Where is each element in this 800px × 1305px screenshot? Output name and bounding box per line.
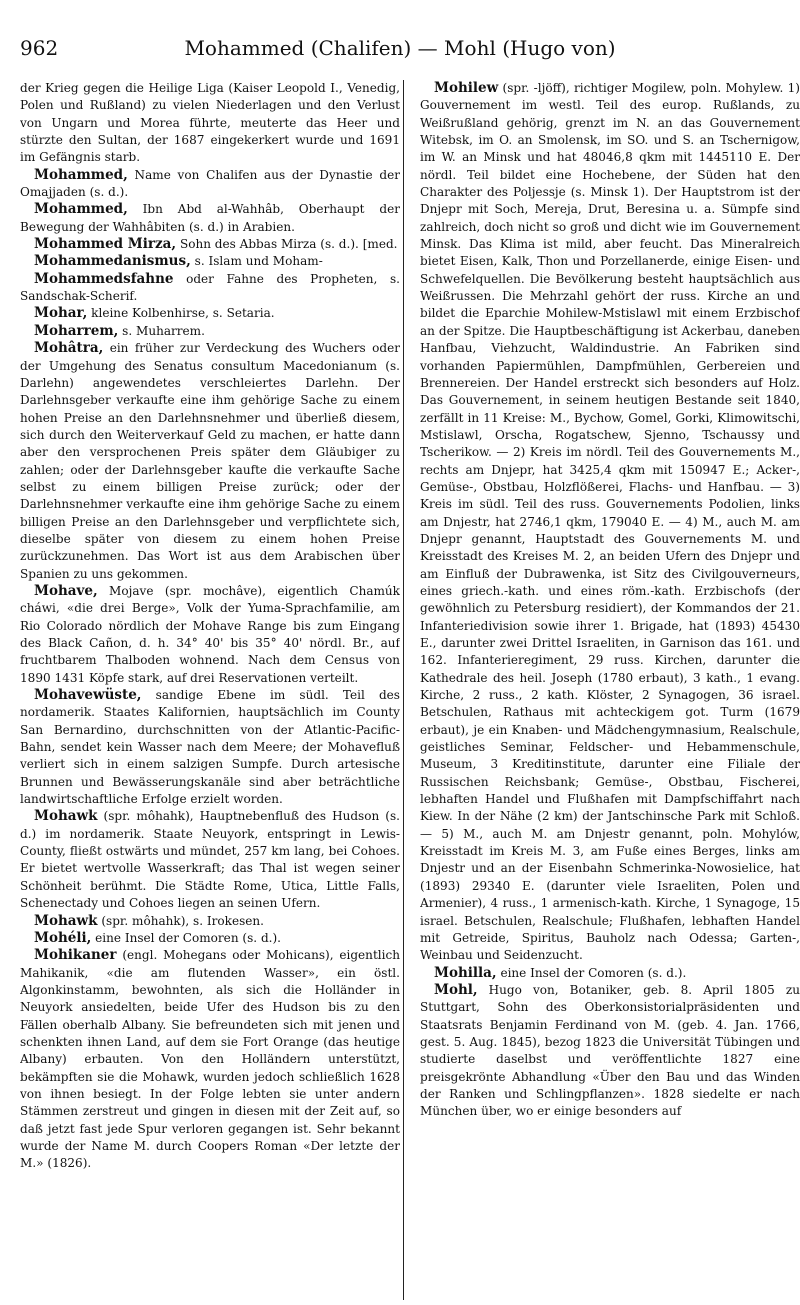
entry-moheli (20, 930, 400, 947)
entry-headword: Mohéli, (34, 929, 92, 946)
entry-mohawk-people (20, 913, 400, 930)
entry-headword: Mohilla, (434, 964, 497, 981)
entry-text: s. Islam und Moham- (190, 254, 323, 269)
entry-text: der Krieg gegen die Heilige Liga (Kaiser Leopold I., Venedig, Polen und Rußland) zu vielen Niederlagen und den Verlust von Ungarn und Morea führte, meuterte das Heer und stürzte den Sultan, der 1687 eingekerkert wurde und 1691 im Gefängnis starb. (20, 81, 400, 165)
entry-headword: Mohâtra, (34, 340, 104, 357)
running-title: Mohammed (Chalifen) — Mohl (Hugo von) (184, 36, 616, 60)
entry-text: (spr. môhahk), s. Irokesen. (97, 913, 264, 928)
entry-text: kleine Kolbenhirse, s. Setaria. (87, 306, 275, 321)
entry-text: oder Fahne des Propheten, s. Sandschak-Scherif. (20, 271, 400, 304)
page-number: 962 (20, 36, 59, 60)
entry-headword: Mohammed, (34, 166, 128, 183)
entry-mohammed-wahhab (20, 201, 400, 236)
entry-mohammedanismus (20, 253, 400, 270)
entry-text: Ibn Abd al-Wahhâb, Oberhaupt der Bewegung der Wahhâbiten (s. d.) in Arabien. (20, 202, 400, 234)
entry-continuation (20, 80, 400, 167)
entry-mohl (420, 982, 800, 1121)
column-divider (403, 80, 404, 1300)
entry-text: (spr. -ljöff), richtiger Mogilew, poln. Mohylew. 1) Gouvernement im westl. Teil des europ. Rußlands, zu Weißrußland gehörig, grenzt im N. an das Gouvernement Witebsk, im O. an Smolensk, im SO. und S. an Tschernigow, im W. an Minsk und hat 48046,8 qkm mit 1445110 E. Der nördl. Teil bildet eine Hochebene, der Süden hat den Charakter des Poljessje (s. Minsk 1). Der Hauptstrom ist der Dnjepr mit Soch, Mereja, Drut, Beresina u. a. Sümpfe sind zahlreich, doch nicht so groß und dicht wie im Gouvernement Minsk. Das Klima ist mild, aber feucht. Das Mineralreich bietet Eisen, Kalk, Thon und Porzellanerde, einige Eisen- und Schwefelquellen. Die Bevölkerung besteht hauptsächlich aus Weißrussen. Die Mehrzahl gehört der russ. Kirche an und bildet die Eparchie Mohilew-Mstislawl mit einem Erzbischof an der Spitze. Die Hauptbeschäftigung ist Ackerbau, daneben Hanfbau, Viehzucht, Waldindustrie. An Fabriken sind vorhanden Papiermühlen, Dampfmühlen, Gerbereien und Brennereien. Der Handel erstreckt sich besonders auf Holz. Das Gouvernement, in seinem heutigen Bestande seit 1840, zerfällt in 11 Kreise: M., Bychow, Gomel, Gorki, Klimowitschi, Mstislawl, Orscha, Rogatschew, Sjenno, Tschaussy und Tscherikow. — 2) Kreis im nördl. Teil des Gouvernements M., rechts am Dnjepr, hat 3425,4 qkm mit 150947 E.; Acker-, Gemüse-, Obstbau, Holzflößerei, Flachs- und Hanfbau. — 3) Kreis im südl. Teil des russ. Gouvernements Podolien, links am Dnjestr, hat 2746,1 qkm, 179040 E. — 4) M., auch M. am Dnjepr genannt, Hauptstadt des Gouvernements M. und Kreisstadt des Kreises M. 2, an beiden Ufern des Dnjepr und am Einfluß der Dubrawenka, ist Sitz des Civilgouverneurs, eines griech.-kath. und eines röm.-kath. Erzbischofs (der gewöhnlich zu Petersburg residiert), der Kommandos der 21. Infanteriedivision sowie ihrer 1. Brigade, hat (1893) 45430 E., darunter zwei Drittel Israeliten, in Garnison das 161. und 162. Infanterieregiment, 29 russ. Kirchen, darunter die Kathedrale des heil. Joseph (1780 erbaut), 3 kath., 1 evang. Kirche, 2 russ., 2 kath. Klöster, 2 Synagogen, 36 israel. Betschulen, Rathaus mit achteckigem got. Turm (1679 erbaut), je ein Knaben- und Mädchengymnasium, Realschule, geistliches Seminar, Feldscher- und Hebammenschule, Museum, 3 Kreditinstitute, darunter eine Filiale der Russischen Reichsbank; Gemüse-, Obstbau, Fischerei, lebhaften Handel und Flußhafen mit Dampfschiffahrt nach Kiew. In der Nähe (2 km) der Jantschinsche Park mit Schloß. — 5) M., auch M. am Dnjestr genannt, poln. Mohylów, Kreisstadt im Kreis M. 3, am Fuße eines Berges, links am Dnjestr und an der Eisenbahn Schmerinka-Nowosielice, hat (1893) 29340 E. (darunter viele Israeliten, Polen und Armenier), 4 russ., 1 armenisch-kath. Kirche, 1 Synagoge, 15 israel. Betschulen, Realschule; Flußhafen, lebhaften Handel mit Getreide, Spiritus, Bauholz nach Odessa; Garten-, Weinbau und Seidenzucht. (420, 81, 800, 963)
entry-mohammedsfahne (20, 271, 400, 306)
left-column (20, 80, 400, 1300)
entry-headword: Mohave, (34, 582, 98, 599)
entry-text: ein früher zur Verdeckung des Wuchers oder der Umgehung des Senatus consultum Macedonianum (s. Darlehn) angewendetes verschleiertes Darlehn. Der Darlehnsgeber verkaufte eine ihm gehörige Sache zu einem hohen Preise an den Darlehnsnehmer und überließ diesem, sich durch den Weiterverkauf Geld zu machen, er hatte dann aber den versprochenen Preis später dem Gläubiger zu zahlen; oder der Darlehnsgeber kaufte die verkaufte Sache selbst zu einem billigen Preise zurück; oder der Darlehnsnehmer verkaufte eine ihm gehörige Sache zu einem billigen Preise an den Darlehnsgeber und verpflichtete sich, dieselbe später von diesem zu einem hohen Preise zurückzunehmen. Das Wort ist aus dem Arabischen über Spanien zu uns gekommen. (20, 341, 400, 581)
entry-text: sandige Ebene im südl. Teil des nordamerik. Staates Kalifornien, hauptsächlich im County San Bernardino, durchschnitten von der Atlantic-Pacific-Bahn, sendet kein Wasser nach dem Meere; der Mohavefluß verliert sich in einem salzigen Sumpfe. Durch artesische Brunnen und Bewässerungskanäle sind aber beträchtliche landwirtschaftliche Erfolge erzielt worden. (20, 688, 400, 807)
entry-headword: Mohammedanismus, (34, 253, 191, 270)
entry-mohave (20, 583, 400, 687)
entry-mohammed-chalifen (20, 167, 400, 202)
entry-mohilew (420, 80, 800, 965)
right-column (420, 80, 800, 1300)
entry-headword: Mohavewüste, (34, 687, 142, 704)
entry-text: eine Insel der Comoren (s. d.). (91, 930, 282, 945)
entry-mohavewueste (20, 687, 400, 808)
entry-text: eine Insel der Comoren (s. d.). (496, 965, 687, 980)
entry-text: s. Muharrem. (118, 323, 205, 338)
entry-headword: Mohar, (34, 305, 88, 322)
entry-text: Sohn des Abbas Mirza (s. d.). [med. (176, 237, 398, 252)
entry-headword: Mohawk (34, 808, 98, 825)
entry-text: (spr. môhahk), Hauptnebenfluß des Hudson (s. d.) im nordamerik. Staate Neuyork, entspringt in Lewis-County, fließt ostwärts und mündet, 257 km lang, bei Cohoes. Er bietet wertvolle Wasserkraft; das Thal ist wegen seiner Schönheit berühmt. Die Städte Rome, Utica, Little Falls, Schenectady und Cohoes liegen an seinen Ufern. (20, 809, 400, 911)
entry-mohammed-mirza (20, 236, 400, 253)
entry-headword: Mohammed Mirza, (34, 236, 177, 253)
entry-mohikaner (20, 947, 400, 1172)
entry-text: Name von Chalifen aus der Dynastie der Omajjaden (s. d.). (20, 167, 400, 200)
entry-mohawk-river (20, 808, 400, 912)
entry-mohar (20, 305, 400, 322)
entry-moharrem (20, 323, 400, 340)
entry-headword: Mohikaner (34, 947, 117, 964)
page-header (0, 30, 800, 70)
entry-headword: Mohammedsfahne (34, 270, 174, 287)
entry-text: (engl. Mohegans oder Mohicans), eigentlich Mahikanik, «die am flutenden Wasser», ein östl. Algonkinstamm, bewohnten, als sich die Holländer in Neuyork ansiedelten, beide Ufer des Hudson bis zu den Fällen oberhalb Albany. Sie befreundeten sich mit jenen und schenkten ihnen Land, auf dem sie Fort Orange (das heutige Albany) erbauten. Von den Holländern unterstützt, bekämpften sie die Mohawk, wurden jedoch schließlich 1628 von ihnen besiegt. In der Folge lebten sie unter andern Stämmen zerstreut und gingen in diesen mit der Zeit auf, so daß jetzt fast jede Spur verloren gegangen ist. Sehr bekannt wurde der Name M. durch Coopers Roman «Der letzte der M.» (1826). (20, 948, 400, 1171)
entry-text: Hugo von, Botaniker, geb. 8. April 1805 zu Stuttgart, Sohn des Oberkonsistorialpräsidenten und Staatsrats Benjamin Ferdinand von M. (geb. 4. Jan. 1766, gest. 5. Aug. 1845), bezog 1823 die Universität Tübingen und studierte daselbst und veröffentlichte 1827 eine preisgekrönte Abhandlung «Über den Bau und das Winden der Ranken und Schlingpflanzen». 1828 siedelte er nach München über, wo er einige besonders auf (420, 982, 800, 1119)
entry-headword: Mohl, (434, 981, 478, 998)
entry-headword: Mohammed, (34, 201, 128, 218)
entry-text: Mojave (spr. mochâve), eigentlich Chamúk cháwi, «die drei Berge», Volk der Yuma-Sprachfamilie, am Rio Colorado nördlich der Mohave Range bis zum Eingang des Black Cañon, d. h. 34° 40' bis 35° 40' nördl. Br., auf fruchtbarem Thalboden wohnend. Nach dem Census von 1890 1431 Köpfe stark, auf drei Reservationen verteilt. (20, 583, 400, 685)
entry-headword: Mohilew (434, 80, 499, 96)
entry-mohilla (420, 965, 800, 982)
entry-headword: Mohawk (34, 912, 98, 929)
entry-mohatra (20, 340, 400, 583)
entry-headword: Moharrem, (34, 322, 119, 339)
